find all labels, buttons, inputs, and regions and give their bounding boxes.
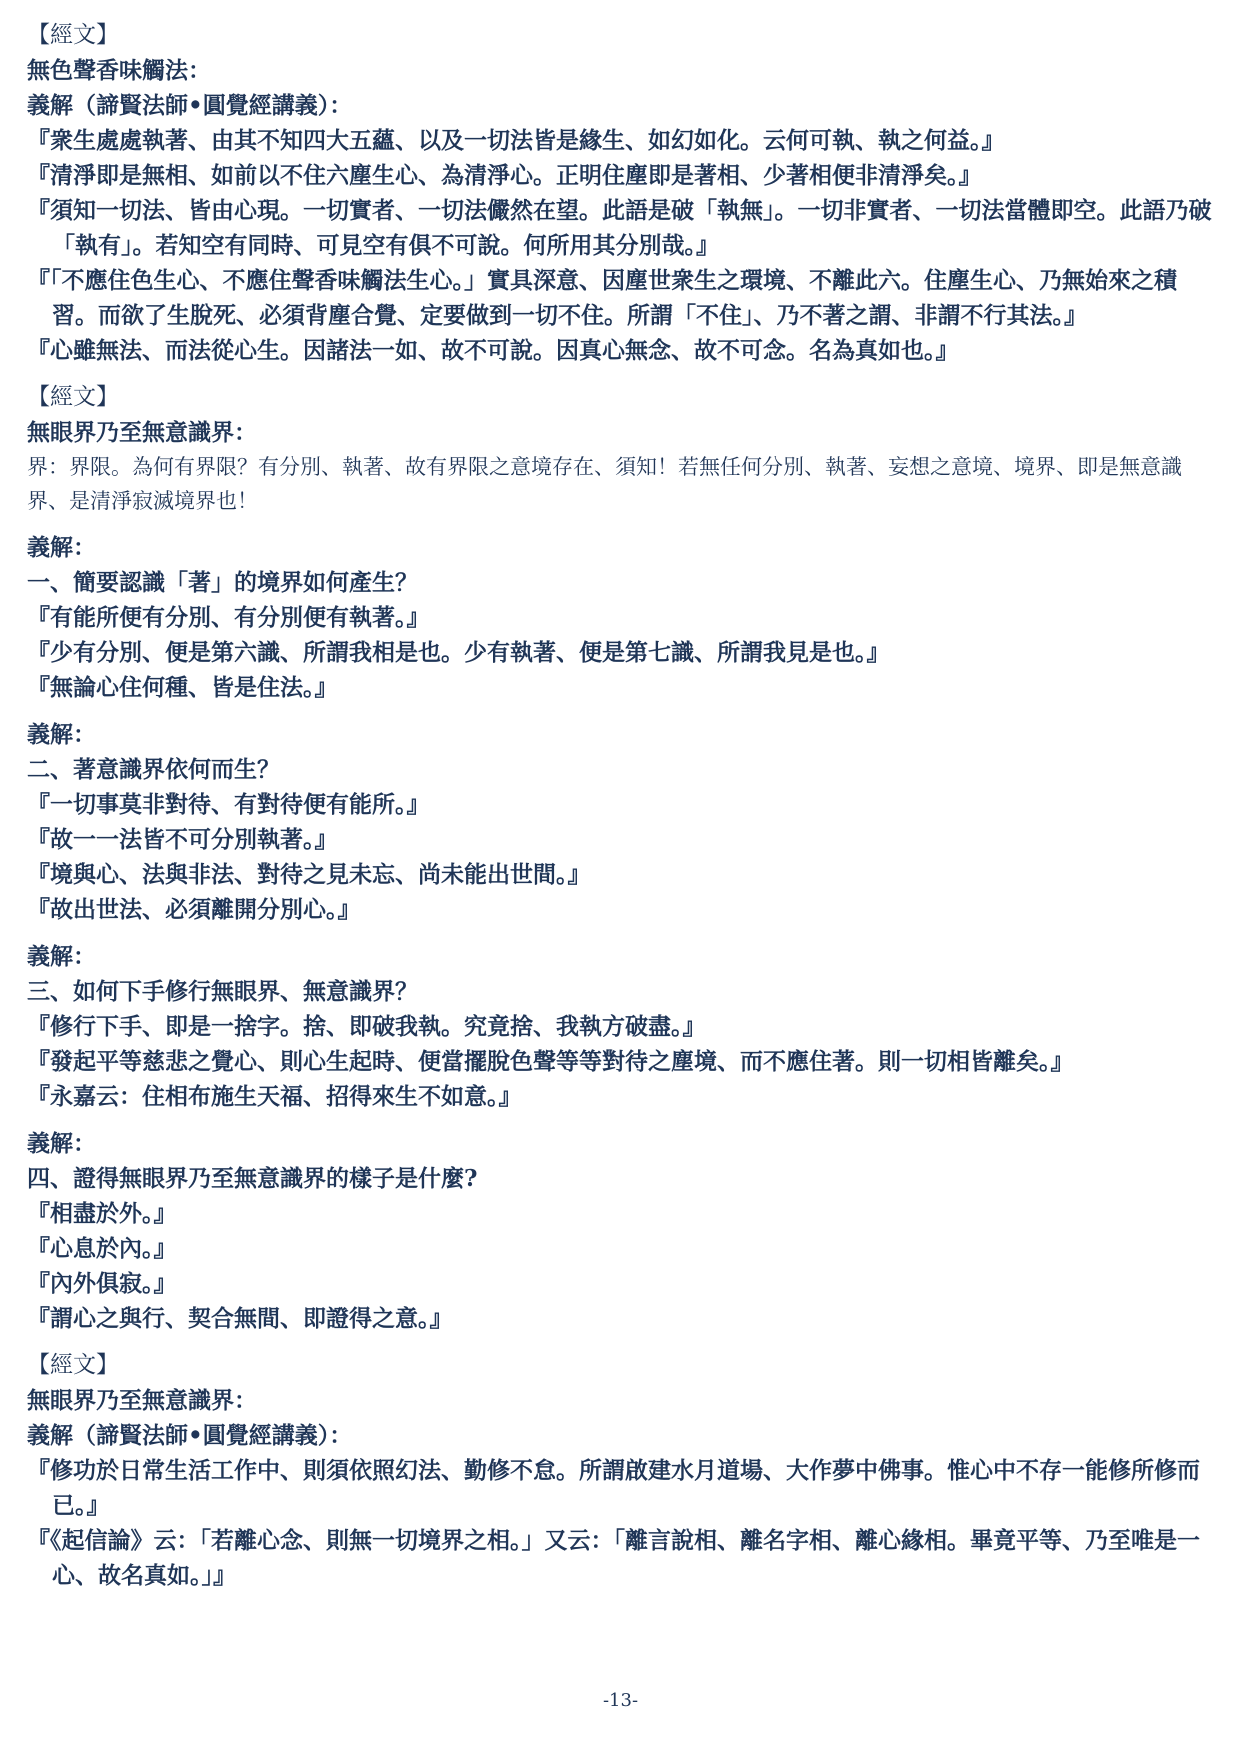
commentary-heading: 義解： xyxy=(27,943,96,970)
commentary-heading: 義解： xyxy=(27,1130,96,1157)
commentary-section-1 xyxy=(27,530,1222,705)
question-line: 三、如何下手修行無眼界、無意識界？ xyxy=(27,978,418,1005)
commentary-quote: 『心息於內。』 xyxy=(27,1235,177,1262)
commentary-heading: 義解（諦賢法師•圓覺經講義）： xyxy=(27,1422,353,1449)
section-heading: 【經文】 xyxy=(27,1352,119,1378)
commentary-quote: 『相盡於外。』 xyxy=(27,1200,177,1227)
page-content xyxy=(27,18,1222,1605)
commentary-quote: 『須知一切法、皆由心現。一切實者、一切法儼然在望。此語是破「執無」。一切非實者、一切法當體即空。此語乃破「執有」。若知空有同時、可見空有俱不可說。何所用其分別哉。』 xyxy=(27,197,1212,259)
section-heading: 【經文】 xyxy=(27,22,119,48)
commentary-quote: 『謂心之與行、契合無間、即證得之意。』 xyxy=(27,1305,453,1332)
commentary-quote: 『永嘉云：住相布施生天福、招得來生不如意。』 xyxy=(27,1083,522,1110)
commentary-quote: 『境與心、法與非法、對待之見未忘、尚未能出世間。』 xyxy=(27,861,591,888)
commentary-quote: 『衆生處處執著、由其不知四大五蘊、以及一切法皆是緣生、如幻如化。云何可執、執之何益。』 xyxy=(27,127,1005,154)
sutra-section-1 xyxy=(27,18,1222,368)
commentary-quote: 『一切事莫非對待、有對待便有能所。』 xyxy=(27,791,430,818)
commentary-quote: 『發起平等慈悲之覺心、則心生起時、便當擺脫色聲等等對待之塵境、而不應住著。則一切相皆離矣。』 xyxy=(27,1048,1074,1075)
commentary-heading: 義解（諦賢法師•圓覺經講義）： xyxy=(27,92,353,119)
commentary-quote: 『少有分別、便是第六識、所謂我相是也。少有執著、便是第七識、所謂我見是也。』 xyxy=(27,639,890,666)
commentary-quote: 『內外俱寂。』 xyxy=(27,1270,177,1297)
definition-paragraph: 界：界限。為何有界限？有分別、執著、故有界限之意境存在、須知！若無任何分別、執著、妄想之意境、境界、即是無意識界、是清淨寂滅境界也！ xyxy=(27,455,1182,513)
commentary-quote: 『心雖無法、而法從心生。因諸法一如、故不可說。因真心無念、故不可念。名為真如也。』 xyxy=(27,337,959,364)
commentary-quote: 『修功於日常生活工作中、則須依照幻法、勤修不怠。所謂啟建水月道場、大作夢中佛事。惟心中不存一能修所修而已。』 xyxy=(27,1457,1200,1519)
sutra-verse: 無色聲香味觸法： xyxy=(27,57,211,84)
commentary-quote: 『無論心住何種、皆是住法。』 xyxy=(27,674,338,701)
commentary-quote: 『有能所便有分別、有分別便有執著。』 xyxy=(27,604,430,631)
commentary-quote: 『清淨即是無相、如前以不住六塵生心、為清淨心。正明住塵即是著相、少著相便非清淨矣。』 xyxy=(27,162,982,189)
commentary-section-2 xyxy=(27,717,1222,927)
sutra-verse: 無眼界乃至無意識界： xyxy=(27,419,257,446)
commentary-section-3 xyxy=(27,939,1222,1114)
question-line: 一、簡要認識「著」的境界如何產生？ xyxy=(27,569,418,596)
page-number: -13- xyxy=(602,1690,639,1711)
commentary-quote: 『故一一法皆不可分別執著。』 xyxy=(27,826,338,853)
commentary-section-4 xyxy=(27,1126,1222,1336)
sutra-section-3 xyxy=(27,1348,1222,1593)
question-line: 四、證得無眼界乃至無意識界的樣子是什麼? xyxy=(27,1165,478,1192)
commentary-quote: 『故出世法、必須離開分別心。』 xyxy=(27,896,361,923)
sutra-verse: 無眼界乃至無意識界： xyxy=(27,1387,257,1414)
commentary-quote: 『修行下手、即是一捨字。捨、即破我執。究竟捨、我執方破盡。』 xyxy=(27,1013,706,1040)
section-heading: 【經文】 xyxy=(27,384,119,410)
sutra-section-2 xyxy=(27,380,1222,518)
question-line: 二、著意識界依何而生？ xyxy=(27,756,280,783)
commentary-heading: 義解： xyxy=(27,534,96,561)
commentary-quote: 『《起信論》云：「若離心念、則無一切境界之相。」又云：「離言說相、離名字相、離心緣相。畢竟平等、乃至唯是一心、故名真如。」』 xyxy=(27,1527,1200,1589)
commentary-heading: 義解： xyxy=(27,721,96,748)
commentary-quote: 『「不應住色生心、不應住聲香味觸法生心。」實具深意、因塵世衆生之環境、不離此六。住塵生心、乃無始來之積習。而欲了生脫死、必須背塵合覺、定要做到一切不住。所謂「不住」、乃不著之謂、非謂不行其法。』 xyxy=(27,267,1177,329)
